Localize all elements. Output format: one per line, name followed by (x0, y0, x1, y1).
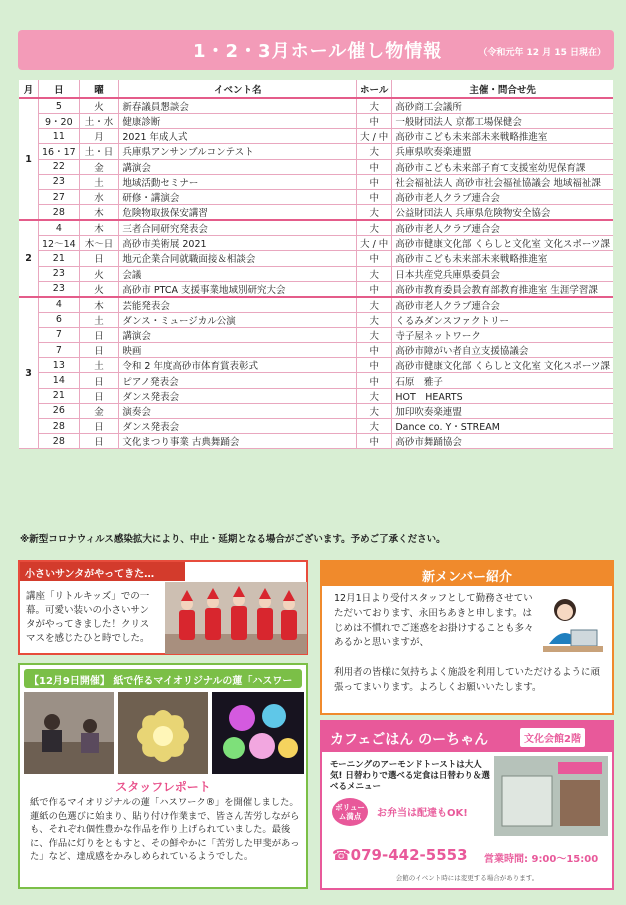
event-cell: 健康診断 (119, 114, 357, 129)
day-cell: 21 (39, 388, 80, 403)
children-photo-icon (165, 582, 307, 654)
event-row (19, 220, 613, 236)
weekday-cell: 土 (79, 358, 119, 373)
cafe-name: カフェごはん のーちゃん (330, 732, 489, 748)
organizer-cell: 加印吹奏楽連盟 (392, 403, 613, 418)
event-cell: 地元企業合同就職面接＆相談会 (119, 251, 357, 266)
lotus-photo (118, 692, 208, 774)
weekday-cell: 火 (79, 266, 119, 281)
event-row (19, 205, 613, 221)
new-member-title: 新メンバー紹介 (322, 562, 612, 586)
organizer-cell: 寺子屋ネットワーク (392, 327, 613, 342)
day-cell: 23 (39, 281, 80, 297)
cafe-photo (494, 756, 608, 836)
event-row (19, 358, 613, 373)
event-cell: 芸能発表会 (119, 297, 357, 313)
event-row (19, 281, 613, 297)
cafe-panel (320, 720, 614, 890)
day-cell: 6 (39, 312, 80, 327)
hall-cell: 大 (357, 327, 392, 342)
title-bar (18, 30, 614, 70)
header-month: 月 (19, 80, 39, 98)
receptionist-illustration-icon (537, 592, 607, 662)
day-cell: 22 (39, 159, 80, 174)
organizer-cell: 高砂市健康文化部 くらしと文化室 文化スポーツ課 (392, 358, 613, 373)
volume-badge: ボリューム満点 (332, 798, 368, 826)
day-cell: 5 (39, 98, 80, 114)
cafe-storefront-icon (494, 756, 608, 836)
lotus-title: 【12月9日開催】 紙で作るマイオリジナルの蓮「ハスワー (24, 669, 302, 688)
events-table (19, 80, 613, 449)
staff-report-title: スタッフレポート (115, 780, 211, 794)
weekday-cell: 火 (79, 281, 119, 297)
header-day: 日 (39, 80, 80, 98)
day-cell: 28 (39, 419, 80, 434)
event-cell: 令和 2 年度高砂市体育賞表彰式 (119, 358, 357, 373)
day-cell: 16・17 (39, 144, 80, 159)
event-cell: 講演会 (119, 159, 357, 174)
weekday-cell: 土・日 (79, 144, 119, 159)
weekday-cell: 木～日 (79, 236, 119, 251)
hall-cell: 中 (357, 114, 392, 129)
hall-cell: 中 (357, 373, 392, 388)
event-cell: ピアノ発表会 (119, 373, 357, 388)
cafe-location: 文化会館2階 (520, 728, 585, 747)
day-cell: 7 (39, 343, 80, 358)
event-cell: ダンス発表会 (119, 388, 357, 403)
staff-report-text: 紙で作るマイオリジナルの蓮「ハスワーク®」を開催しました。蓮紙の色選びに始まり、貼り付け作業まで、皆さん苦労しながらも、それぞれ個性豊かな作品を作り上げられていました。最後に、作品に灯りをともすと、その鮮やかに「苦労した甲斐があった」など、達成感をかみしめられているようでした。 (30, 797, 300, 863)
event-row (19, 419, 613, 434)
organizer-cell: 兵庫県吹奏楽連盟 (392, 144, 613, 159)
event-cell: 兵庫県アンサンブルコンテスト (119, 144, 357, 159)
covid-note: ※新型コロナウィルス感染拡大により、中止・延期となる場合がございます。予めご了承ください。 (20, 534, 446, 545)
event-row (19, 114, 613, 129)
hall-cell: 大 (357, 312, 392, 327)
hall-cell: 大 (357, 419, 392, 434)
event-row (19, 174, 613, 189)
weekday-cell: 火 (79, 98, 119, 114)
event-cell: 危険物取扱保安講習 (119, 205, 357, 221)
workshop-photo (24, 692, 114, 774)
organizer-cell: 高砂市こども未来部未来戦略推進室 (392, 251, 613, 266)
hall-cell: 中 (357, 358, 392, 373)
event-row (19, 159, 613, 174)
organizer-cell: HOT HEARTS (392, 388, 613, 403)
organizer-cell: 高砂市教育委員会教育部教育推進室 生涯学習課 (392, 281, 613, 297)
cafe-phone: ☎079-442-5553 (332, 846, 468, 864)
organizer-cell: 高砂市舞踊協会 (392, 434, 613, 449)
weekday-cell: 日 (79, 388, 119, 403)
day-cell: 12～14 (39, 236, 80, 251)
page-title: 1・2・3月ホール催し物情報 (193, 41, 443, 62)
organizer-cell: 一般財団法人 京都工場保健会 (392, 114, 613, 129)
weekday-cell: 日 (79, 327, 119, 342)
day-cell: 23 (39, 174, 80, 189)
event-cell: 高砂市 PTCA 支援事業地域別研究大会 (119, 281, 357, 297)
day-cell: 11 (39, 129, 80, 144)
weekday-cell: 土 (79, 174, 119, 189)
hall-cell: 中 (357, 281, 392, 297)
weekday-cell: 土・水 (79, 114, 119, 129)
hall-cell: 中 (357, 251, 392, 266)
weekday-cell: 土 (79, 312, 119, 327)
cafe-hours: 営業時間: 9:00～15:00 (484, 854, 599, 865)
weekday-cell: 金 (79, 159, 119, 174)
santa-panel (18, 560, 308, 655)
event-cell: 2021 年成人式 (119, 129, 357, 144)
hall-cell: 大 (357, 388, 392, 403)
event-row (19, 343, 613, 358)
hall-cell: 大 / 中 (357, 236, 392, 251)
organizer-cell: Dance co. Y・STREAM (392, 419, 613, 434)
new-member-text-2: 利用者の皆様に気持ちよく施設を利用していただけるように頑張ってまいります。よろしくお願いいたします。 (334, 667, 601, 693)
weekday-cell: 木 (79, 205, 119, 221)
header-weekday: 曜 (79, 80, 119, 98)
organizer-cell: 高砂市老人クラブ連合会 (392, 297, 613, 313)
weekday-cell: 日 (79, 251, 119, 266)
hall-cell: 中 (357, 159, 392, 174)
header-hall: ホール (357, 80, 392, 98)
organizer-cell: 石原 雅子 (392, 373, 613, 388)
event-row (19, 144, 613, 159)
weekday-cell: 日 (79, 343, 119, 358)
event-row (19, 251, 613, 266)
day-cell: 27 (39, 189, 80, 204)
month-cell: 1 (19, 98, 39, 220)
day-cell: 7 (39, 327, 80, 342)
lotus-panel (18, 663, 308, 889)
event-cell: 地域活動セミナー (119, 174, 357, 189)
event-cell: 演奏会 (119, 403, 357, 418)
event-row (19, 388, 613, 403)
santa-photo (165, 582, 307, 654)
hall-cell: 大 / 中 (357, 129, 392, 144)
event-cell: 高砂市美術展 2021 (119, 236, 357, 251)
lotus-lights-icon (212, 692, 304, 774)
event-cell: 会議 (119, 266, 357, 281)
hall-cell: 中 (357, 174, 392, 189)
bento-delivery-text: お弁当は配達もOK! (377, 808, 468, 819)
day-cell: 23 (39, 266, 80, 281)
hall-cell: 大 (357, 205, 392, 221)
santa-text: 講座「リトルキッズ」での一幕。可愛い装いの小さいサンタがやってきました！クリスマスを感じたひと時でした。 (26, 591, 150, 644)
weekday-cell: 木 (79, 297, 119, 313)
hall-cell: 大 (357, 98, 392, 114)
workshop-people-icon (24, 692, 114, 774)
day-cell: 9・20 (39, 114, 80, 129)
hall-cell: 中 (357, 434, 392, 449)
month-cell: 3 (19, 297, 39, 449)
event-cell: ダンス発表会 (119, 419, 357, 434)
day-cell: 4 (39, 220, 80, 236)
weekday-cell: 日 (79, 419, 119, 434)
day-cell: 13 (39, 358, 80, 373)
event-row (19, 312, 613, 327)
event-cell: 新春議員懇談会 (119, 98, 357, 114)
weekday-cell: 水 (79, 189, 119, 204)
cafe-small-note: 会館のイベント時には変更する場合があります。 (395, 874, 539, 882)
day-cell: 14 (39, 373, 80, 388)
hall-cell: 中 (357, 343, 392, 358)
organizer-cell: 日本共産党兵庫県委員会 (392, 266, 613, 281)
event-row (19, 98, 613, 114)
new-member-text-1: 12月1日より受付スタッフとして勤務させていただいております、永田ちあきと申します。はじめは不慣れでご迷惑をお掛けすることも多々あるかと思いますが、 (334, 593, 534, 649)
event-cell: 映画 (119, 343, 357, 358)
hall-cell: 大 (357, 266, 392, 281)
hall-cell: 大 (357, 220, 392, 236)
event-row (19, 327, 613, 342)
event-cell: 研修・講演会 (119, 189, 357, 204)
day-cell: 26 (39, 403, 80, 418)
organizer-cell: 公益財団法人 兵庫県危険物安全協会 (392, 205, 613, 221)
weekday-cell: 日 (79, 373, 119, 388)
event-row (19, 266, 613, 281)
event-row (19, 434, 613, 449)
event-cell: 講演会 (119, 327, 357, 342)
hall-cell: 大 (357, 297, 392, 313)
lotus-lights-photo (212, 692, 304, 774)
organizer-cell: 高砂市障がい者自立支援協議会 (392, 343, 613, 358)
event-cell: 三者合同研究発表会 (119, 220, 357, 236)
weekday-cell: 日 (79, 434, 119, 449)
weekday-cell: 金 (79, 403, 119, 418)
organizer-cell: 社会福祉法人 高砂市社会福祉協議会 地域福祉課 (392, 174, 613, 189)
event-cell: 文化まつり事業 古典舞踊会 (119, 434, 357, 449)
event-cell: ダンス・ミュージカル公演 (119, 312, 357, 327)
organizer-cell: 高砂市こども未来部未来戦略推進室 (392, 129, 613, 144)
organizer-cell: くるみダンスファクトリー (392, 312, 613, 327)
day-cell: 21 (39, 251, 80, 266)
event-row (19, 373, 613, 388)
day-cell: 28 (39, 205, 80, 221)
month-cell: 2 (19, 220, 39, 297)
santa-title: 小さいサンタがやってきた… (20, 562, 185, 581)
event-row (19, 297, 613, 313)
event-row (19, 236, 613, 251)
cafe-menu-text: モーニングのアーモンドトーストは大人気! 日替わりで選べる定食は日替わり＆選べるメニュー (330, 760, 490, 792)
header-event: イベント名 (119, 80, 357, 98)
day-cell: 4 (39, 297, 80, 313)
as-of-date: （令和元年 12 月 15 日現在） (478, 48, 606, 58)
organizer-cell: 高砂市老人クラブ連合会 (392, 189, 613, 204)
header-organizer: 主催・問合せ先 (392, 80, 613, 98)
cafe-header (322, 722, 612, 752)
event-row (19, 129, 613, 144)
weekday-cell: 月 (79, 129, 119, 144)
new-member-panel (320, 560, 614, 715)
hall-cell: 大 (357, 144, 392, 159)
organizer-cell: 高砂市老人クラブ連合会 (392, 220, 613, 236)
paper-lotus-icon (118, 692, 208, 774)
organizer-cell: 高砂市こども未来部子育て支援室幼児保育課 (392, 159, 613, 174)
event-row (19, 403, 613, 418)
hall-cell: 大 (357, 403, 392, 418)
hall-cell: 中 (357, 189, 392, 204)
event-row (19, 189, 613, 204)
organizer-cell: 高砂商工会議所 (392, 98, 613, 114)
weekday-cell: 木 (79, 220, 119, 236)
organizer-cell: 高砂市健康文化部 くらしと文化室 文化スポーツ課 (392, 236, 613, 251)
day-cell: 28 (39, 434, 80, 449)
